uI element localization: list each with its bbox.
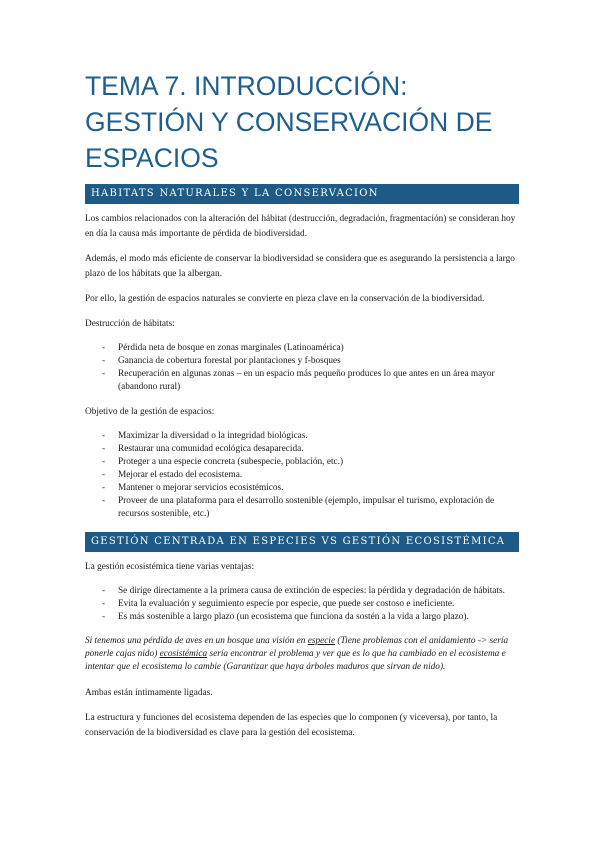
- destruccion-list: [85, 342, 519, 394]
- list-item: - Es más sostenible a largo plazo (un ecosistema que funciona da sostén a la vida a largo plazo).: [85, 611, 519, 624]
- paragraph: Además, el modo más eficiente de conservar la biodiversidad se considera que es asegurando la persistencia a largo plazo de los hábitats que la albergan.: [85, 254, 515, 279]
- list-item: - Mejorar el estado del ecosistema.: [85, 469, 519, 482]
- section-heading-gestion: GESTIÓN CENTRADA EN ESPECIES VS GESTIÓN ECOSISTÉMICA: [85, 532, 519, 552]
- list-label: Destrucción de hábitats:: [85, 319, 175, 329]
- list-item: - Mantener o mejorar servicios ecosistémicos.: [85, 482, 519, 495]
- example-text: Si tenemos una pérdida de aves en un bosque una visión en: [85, 636, 308, 646]
- underlined-term: especie: [307, 636, 336, 646]
- objetivo-list: [85, 430, 519, 521]
- list-item: - Ganancia de cobertura forestal por plantaciones y f-bosques: [85, 355, 519, 368]
- example-text: sería encontrar el problema y ver que es lo que ha cambiado en el ecosistema e intentar que el ecosistema lo cambie (Garantizar que haya árboles maduros que sirvan de nido).: [85, 649, 506, 672]
- title-line: TEMA 7. INTRODUCCIÓN:: [85, 71, 408, 101]
- example-paragraph: [85, 635, 519, 674]
- list-label: Objetivo de la gestión de espacios:: [85, 407, 215, 417]
- section-heading-habitats: HABITATS NATURALES Y LA CONSERVACION: [85, 184, 519, 204]
- paragraph: Ambas están íntimamente ligadas.: [85, 688, 213, 698]
- paragraph: La estructura y funciones del ecosistema dependen de las especies que lo componen (y viceversa), por tanto, la conservación de la biodiversidad es clave para la gestión del ecosistema.: [85, 713, 498, 738]
- paragraph: La gestión ecosistémica tiene varias ventajas:: [85, 562, 255, 572]
- list-item: - Maximizar la diversidad o la integridad biológicas.: [85, 430, 519, 443]
- list-item: - Proteger a una especie concreta (subespecie, población, etc.): [85, 456, 519, 469]
- paragraph: Por ello, la gestión de espacios naturales se convierte en pieza clave en la conservación de la biodiversidad.: [85, 294, 485, 304]
- underlined-term: ecosistémica: [159, 649, 208, 659]
- list-item: - Se dirige directamente a la primera causa de extinción de especies: la pérdida y degradación de hábitats.: [85, 585, 519, 598]
- ventajas-list: [85, 585, 519, 624]
- list-item: - Evita la evaluación y seguimiento especie por especie, que puede ser costoso e ineficiente.: [85, 598, 519, 611]
- list-item: - Restaurar una comunidad ecológica desaparecida.: [85, 443, 519, 456]
- document-page: [85, 68, 519, 751]
- paragraph: Los cambios relacionados con la alteración del hábitat (destrucción, degradación, fragmentación) se consideran hoy en día la causa más importante de pérdida de biodiversidad.: [85, 214, 516, 239]
- example-text: (Tiene problemas con el anidamiento -> sería ponerle cajas nido): [85, 636, 509, 659]
- title-line: GESTIÓN Y CONSERVACIÓN DE: [85, 107, 493, 137]
- page-title: [85, 68, 519, 176]
- list-item: - Proveer de una plataforma para el desarrollo sostenible (ejemplo, impulsar el turismo, explotación de recursos sostenible, etc.): [85, 495, 519, 521]
- list-item: - Pérdida neta de bosque en zonas marginales (Latinoamérica): [85, 342, 519, 355]
- list-item: - Recuperación en algunas zonas – en un espacio más pequeño produces lo que antes en un área mayor (abandono rural): [85, 368, 519, 394]
- title-line: ESPACIOS: [85, 143, 219, 173]
